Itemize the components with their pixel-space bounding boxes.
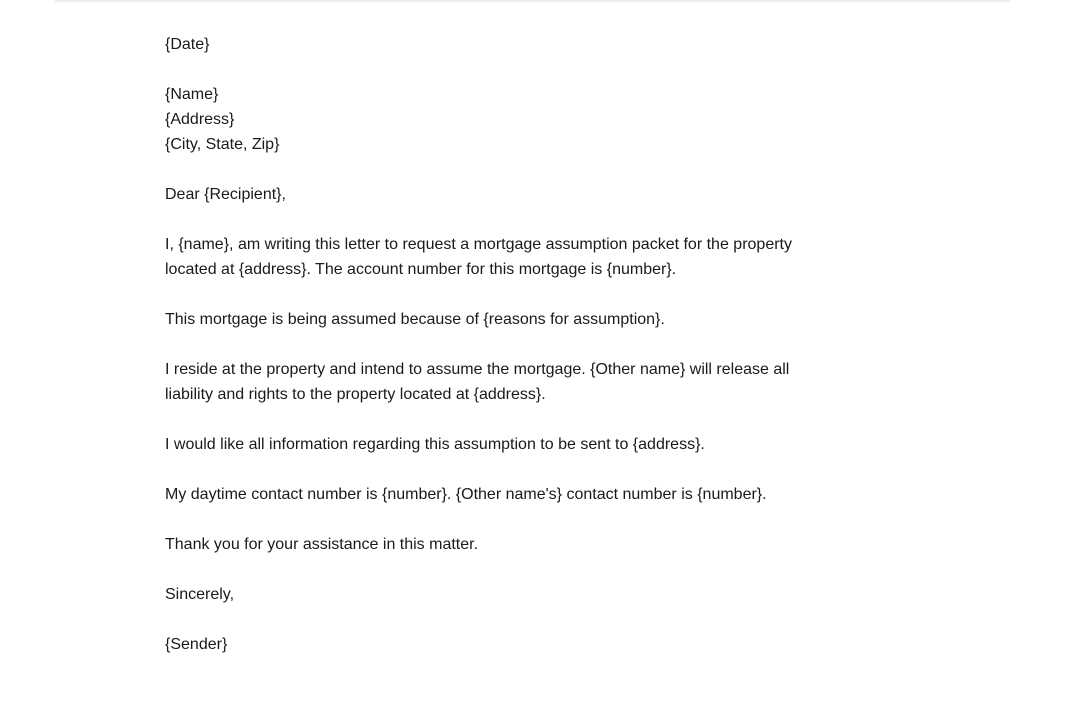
signature-block <box>165 632 885 657</box>
paragraph-residence-line-1: I reside at the property and intend to assume the mortgage. {Other name} will release all <box>165 361 790 378</box>
paragraph-request <box>165 232 885 282</box>
paragraph-request-line-2: located at {address}. The account number for this mortgage is {number}. <box>165 261 677 278</box>
date-block <box>165 32 885 57</box>
paragraph-residence <box>165 357 885 407</box>
signature: {Sender} <box>165 636 228 653</box>
date-line: {Date} <box>165 36 210 53</box>
salutation-block <box>165 182 885 207</box>
paragraph-residence-line-2: liability and rights to the property located at {address}. <box>165 386 546 403</box>
closing: Sincerely, <box>165 586 235 603</box>
recipient-name-line: {Name} <box>165 86 219 103</box>
letter-body <box>165 32 885 657</box>
closing-block <box>165 582 885 607</box>
paragraph-thanks <box>165 532 885 557</box>
paragraph-contact-line: My daytime contact number is {number}. {Other name's} contact number is {number}. <box>165 486 767 503</box>
recipient-city-line: {City, State, Zip} <box>165 136 280 153</box>
page-top-edge <box>55 0 1010 3</box>
paragraph-thanks-line: Thank you for your assistance in this matter. <box>165 536 479 553</box>
paragraph-information <box>165 432 885 457</box>
paragraph-reason-line: This mortgage is being assumed because of {reasons for assumption}. <box>165 311 665 328</box>
paragraph-information-line: I would like all information regarding this assumption to be sent to {address}. <box>165 436 705 453</box>
paragraph-request-line-1: I, {name}, am writing this letter to request a mortgage assumption packet for the property <box>165 236 792 253</box>
paragraph-reason <box>165 307 885 332</box>
salutation: Dear {Recipient}, <box>165 186 286 203</box>
paragraph-contact <box>165 482 885 507</box>
recipient-address-block <box>165 82 885 157</box>
recipient-address-line: {Address} <box>165 111 235 128</box>
